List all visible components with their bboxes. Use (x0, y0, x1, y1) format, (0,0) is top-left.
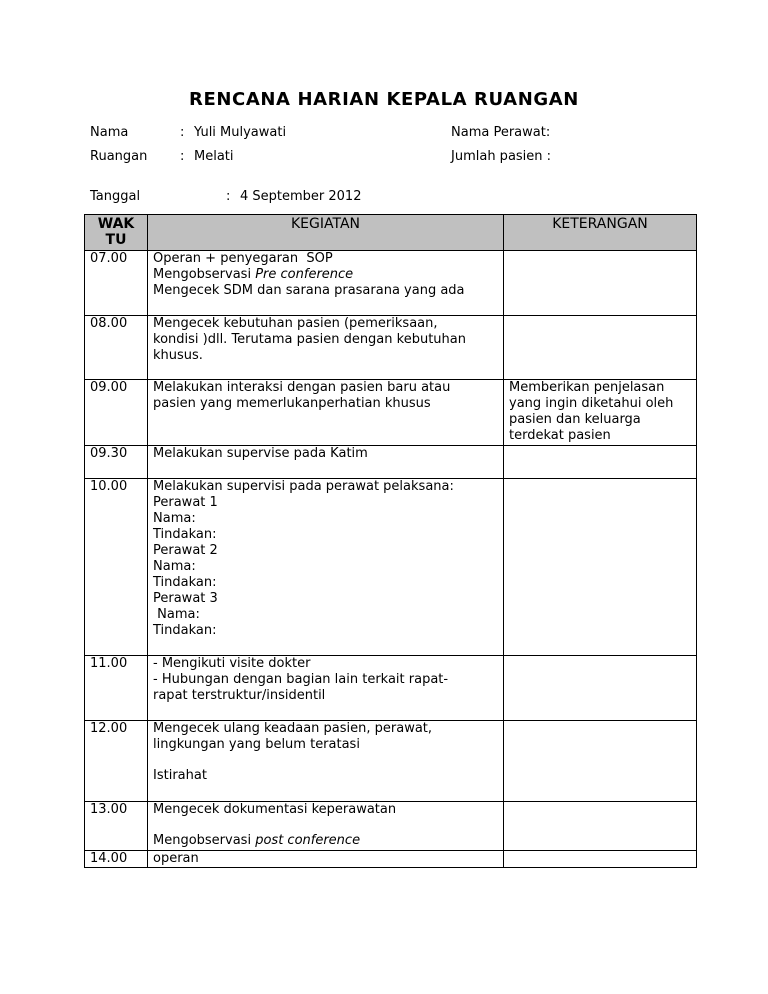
table-row (85, 656, 697, 721)
activity-cell (148, 802, 504, 851)
ruangan-separator: : (180, 149, 185, 164)
activity-line (153, 833, 498, 849)
table-row (85, 721, 697, 802)
activity-line: Melakukan interaksi dengan pasien baru atau (153, 380, 451, 395)
time-cell: 13.00 (85, 802, 148, 851)
activity-spacer (153, 753, 498, 768)
table-row (85, 802, 697, 851)
page-title: RENCANA HARIAN KEPALA RUANGAN (189, 89, 579, 110)
time-cell: 10.00 (85, 479, 148, 656)
activity-line: Nama: (153, 511, 196, 526)
activity-line: - Mengikuti visite dokter (153, 656, 311, 671)
activity-line: Tindakan: (153, 623, 217, 638)
note-cell (504, 479, 697, 656)
nama-perawat-label: Nama Perawat: (451, 125, 551, 140)
nama-label: Nama (90, 125, 129, 140)
header-keterangan: KETERANGAN (504, 215, 697, 251)
activity-line: Perawat 3 (153, 591, 218, 606)
activity-cell (148, 380, 504, 446)
activity-line: Mengecek SDM dan sarana prasarana yang ada (153, 283, 465, 298)
activity-line: Nama: (153, 607, 200, 622)
activity-cell (148, 721, 504, 802)
table-row (85, 316, 697, 380)
activity-line: Mengecek kebutuhan pasien (pemeriksaan, (153, 316, 438, 331)
activity-line: - Hubungan dengan bagian lain terkait rapat- (153, 672, 449, 687)
activity-line-italic: Pre conference (255, 267, 354, 282)
note-cell (504, 446, 697, 479)
time-cell: 11.00 (85, 656, 148, 721)
activity-line: Istirahat (153, 768, 207, 783)
nama-separator: : (180, 125, 185, 140)
activity-line: Perawat 2 (153, 543, 218, 558)
table-row (85, 479, 697, 656)
activity-cell (148, 251, 504, 316)
note-cell (504, 251, 697, 316)
activity-cell (148, 479, 504, 656)
table-row (85, 851, 697, 868)
activity-line: Mengecek dokumentasi keperawatan (153, 802, 397, 817)
note-cell (504, 851, 697, 868)
header-waktu-line1: WAK (97, 216, 135, 232)
activity-line-prefix: Mengobservasi (153, 267, 256, 282)
nama-value: Yuli Mulyawati (194, 125, 287, 140)
activity-line: Nama: (153, 559, 196, 574)
table-header-row (85, 215, 697, 251)
ruangan-value: Melati (194, 149, 234, 164)
activity-line: operan (153, 851, 199, 866)
activity-line: Melakukan supervise pada Katim (153, 446, 368, 461)
tanggal-value: 4 September 2012 (240, 189, 362, 204)
time-cell: 09.30 (85, 446, 148, 479)
activity-spacer (153, 818, 498, 833)
table-row (85, 446, 697, 479)
header-kegiatan: KEGIATAN (148, 215, 504, 251)
activity-line: khusus. (153, 348, 203, 363)
note-line: terdekat pasien (509, 428, 611, 443)
activity-line: Operan + penyegaran SOP (153, 251, 333, 266)
tanggal-separator: : (226, 189, 231, 204)
time-cell: 08.00 (85, 316, 148, 380)
time-cell: 07.00 (85, 251, 148, 316)
jumlah-pasien-label: Jumlah pasien : (451, 149, 552, 164)
activity-line: lingkungan yang belum teratasi (153, 737, 360, 752)
schedule-table (84, 214, 697, 868)
activity-cell (148, 851, 504, 868)
activity-line: Tindakan: (153, 527, 217, 542)
note-line: yang ingin diketahui oleh (509, 396, 674, 411)
activity-cell (148, 316, 504, 380)
header-waktu (85, 215, 148, 251)
time-cell: 09.00 (85, 380, 148, 446)
activity-line: kondisi )dll. Terutama pasien dengan kebutuhan (153, 332, 466, 347)
activity-line: Mengecek ulang keadaan pasien, perawat, (153, 721, 433, 736)
activity-line: pasien yang memerlukanperhatian khusus (153, 396, 431, 411)
ruangan-label: Ruangan (90, 149, 148, 164)
time-cell: 14.00 (85, 851, 148, 868)
header-waktu-line2: TU (105, 232, 127, 248)
activity-line: Melakukan supervisi pada perawat pelaksana: (153, 479, 454, 494)
note-cell (504, 721, 697, 802)
table-row (85, 380, 697, 446)
activity-line-italic: post conference (255, 833, 361, 848)
activity-line-prefix: Mengobservasi (153, 833, 256, 848)
activity-cell (148, 446, 504, 479)
activity-line (153, 267, 498, 283)
activity-cell (148, 656, 504, 721)
note-line: pasien dan keluarga (509, 412, 641, 427)
note-cell (504, 316, 697, 380)
note-line: Memberikan penjelasan (509, 380, 665, 395)
note-cell (504, 802, 697, 851)
table-row (85, 251, 697, 316)
activity-line: Perawat 1 (153, 495, 218, 510)
note-cell (504, 656, 697, 721)
activity-line: Tindakan: (153, 575, 217, 590)
activity-line: rapat terstruktur/insidentil (153, 688, 326, 703)
tanggal-label: Tanggal (90, 189, 141, 204)
note-cell (504, 380, 697, 446)
time-cell: 12.00 (85, 721, 148, 802)
schedule-body (85, 251, 697, 868)
